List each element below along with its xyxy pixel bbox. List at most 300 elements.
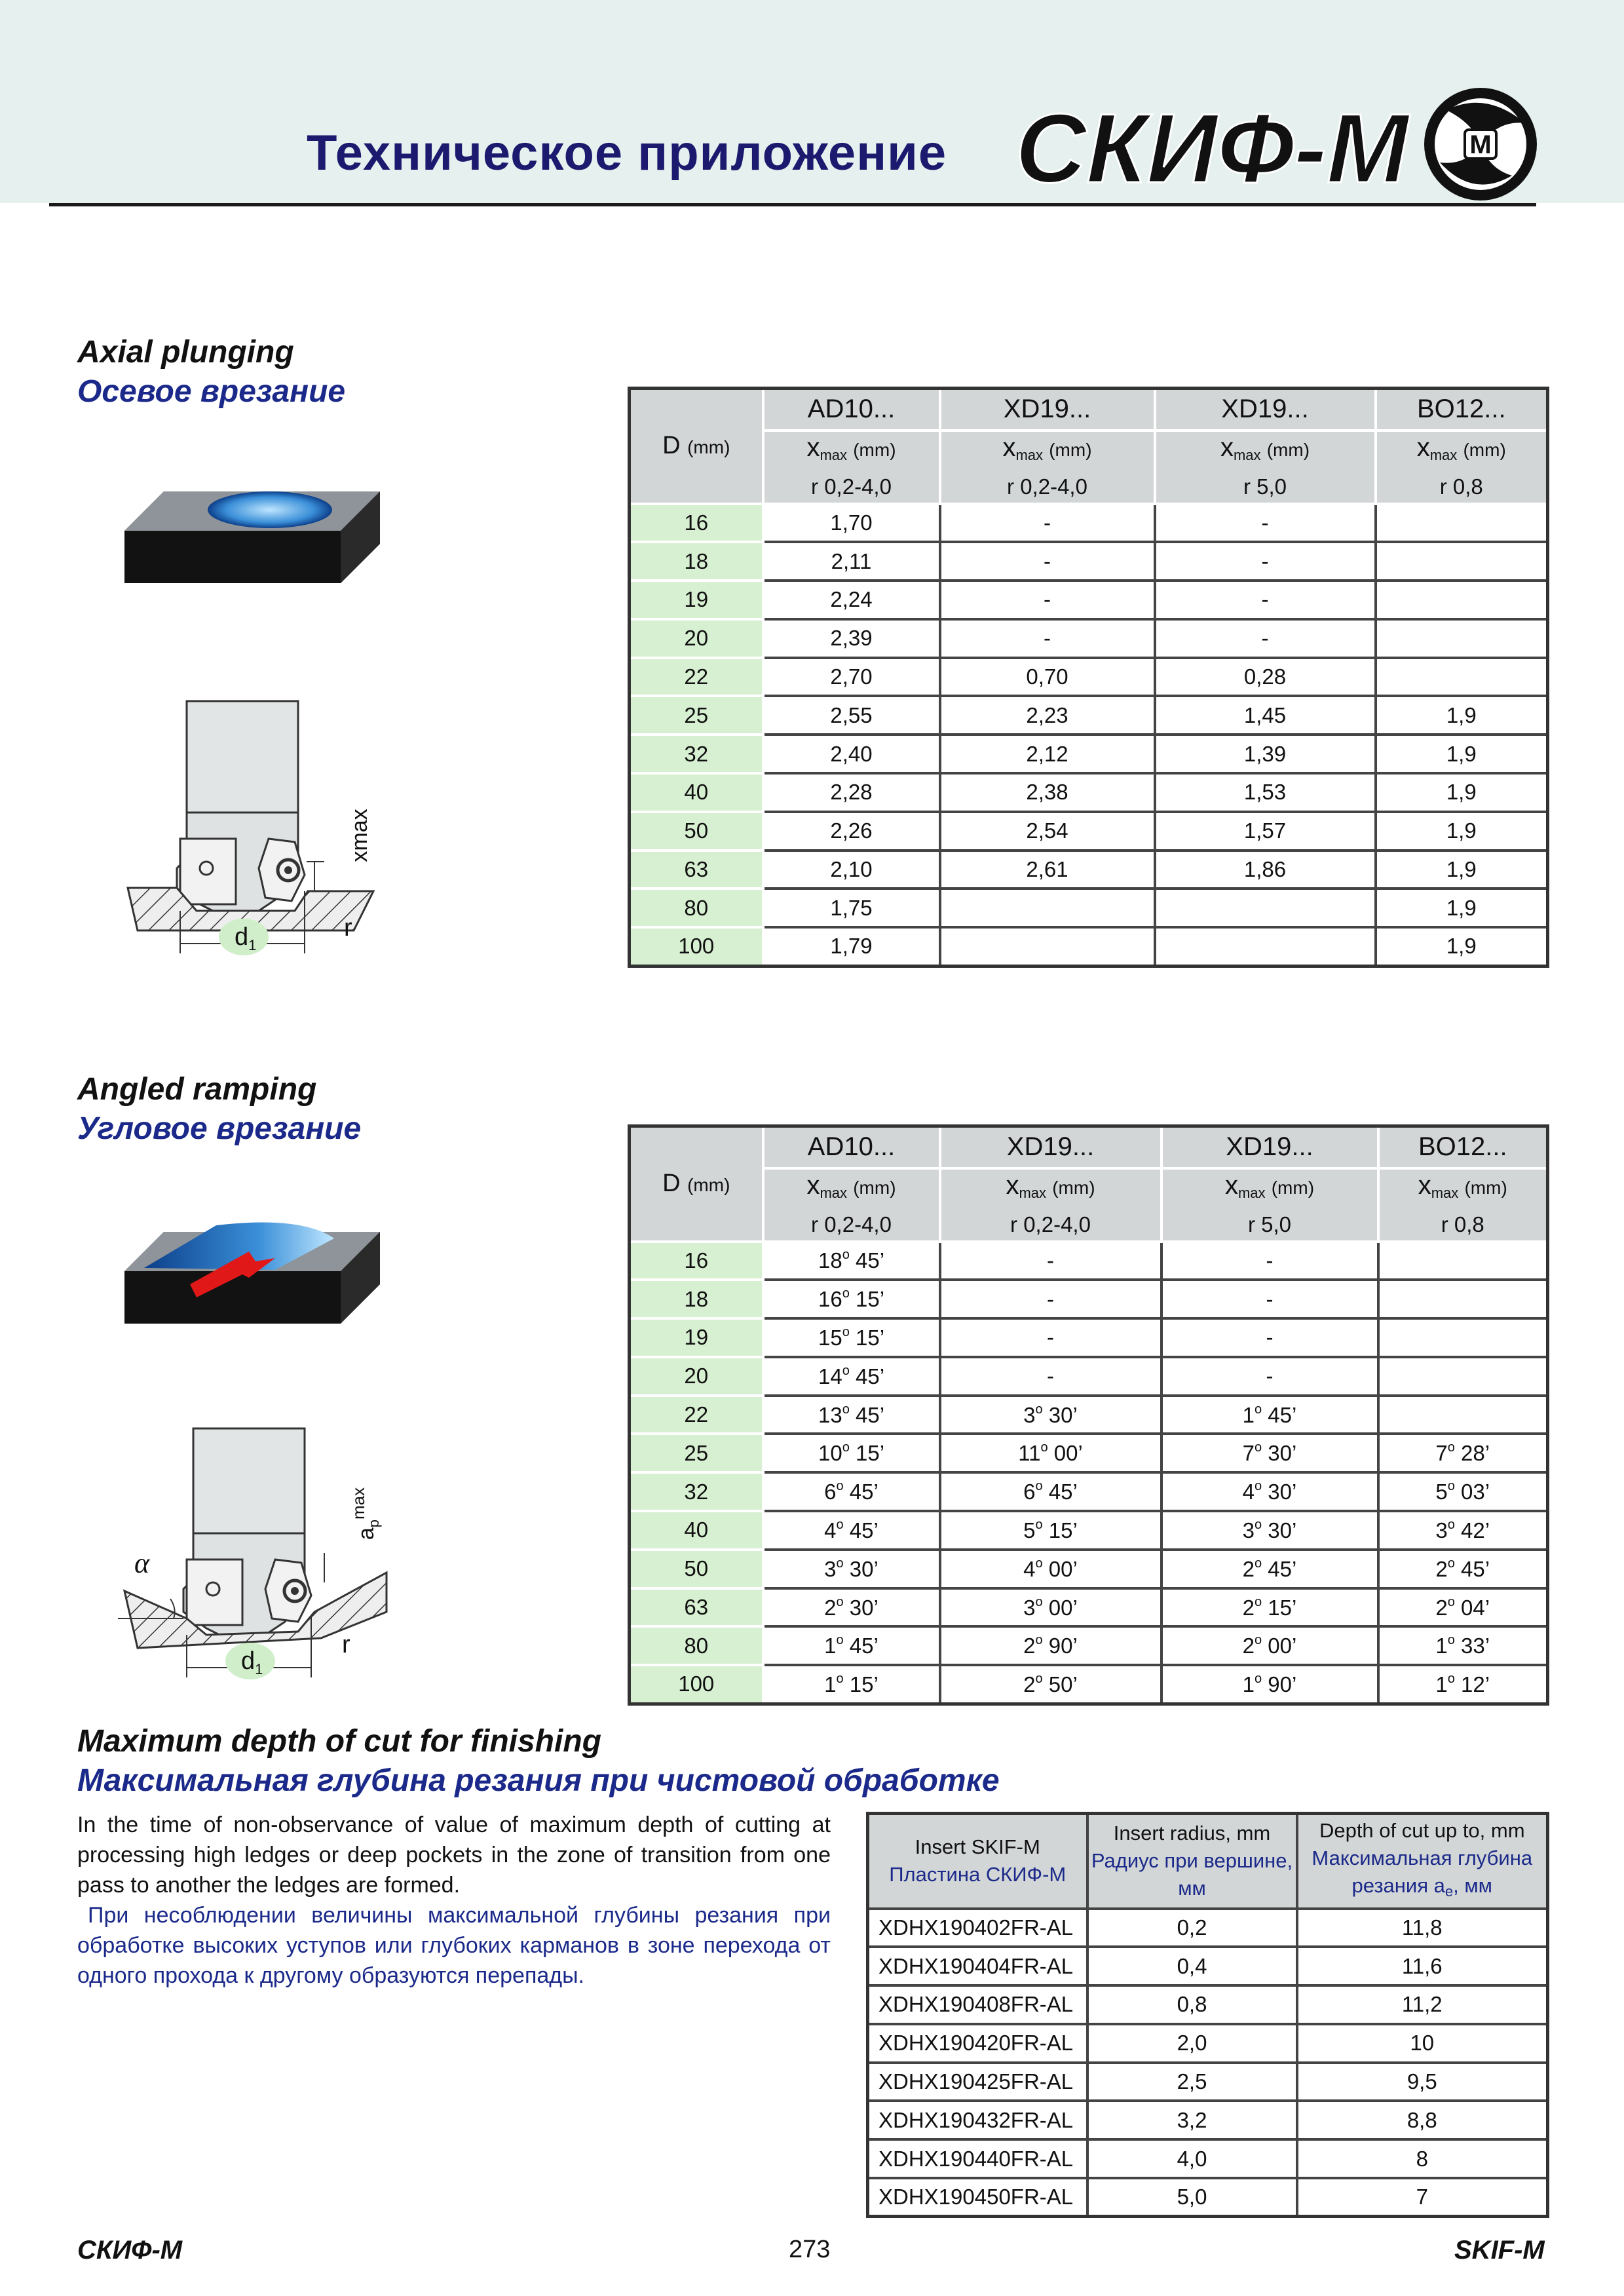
value-cell: 1,9 [1376, 851, 1548, 889]
section2-title-ru: Угловое врезание [77, 1111, 362, 1146]
angle-cell [1161, 1357, 1378, 1396]
xmax-header-2: $x_{max}$ (mm) r 5,0 [1161, 1168, 1378, 1242]
angle-cell [1378, 1434, 1548, 1472]
angle-degrees: 1 [1242, 1402, 1255, 1427]
angle-minutes: 03’ [1461, 1480, 1490, 1504]
angle-cell [1161, 1588, 1378, 1627]
value-cell: 2,55 [763, 696, 940, 735]
degree-sign: o [1255, 1440, 1262, 1455]
angle-minutes: 45’ [1268, 1556, 1297, 1581]
angle-degrees: 7 [1435, 1441, 1448, 1466]
insert-code: XDHX190420FR-AL [868, 2024, 1087, 2063]
table-row [630, 619, 1548, 658]
page-title: Техническое приложение [307, 125, 947, 181]
value-cell: - [1155, 581, 1376, 619]
table-row [630, 1588, 1548, 1627]
ap-label: a [354, 1527, 379, 1540]
table-row [868, 2178, 1548, 2217]
angle-minutes: 90’ [1268, 1672, 1297, 1696]
angle-degrees: 4 [1242, 1480, 1255, 1504]
angle-cell [763, 1665, 940, 1704]
model-header-1: XD19... [940, 1126, 1161, 1168]
d1-sub-2: 1 [255, 1661, 263, 1677]
degree-sign: o [1255, 1633, 1262, 1648]
value-cell [940, 889, 1155, 927]
ap-sub: p [366, 1519, 382, 1528]
angle-cell [1161, 1626, 1378, 1665]
angle-cell [1378, 1396, 1548, 1434]
angle-cell [1378, 1318, 1548, 1357]
angle-degrees: 6 [824, 1480, 837, 1504]
degree-sign: o [1447, 1479, 1455, 1494]
insert-radius: 5,0 [1087, 2178, 1297, 2217]
insert-radius: 2,5 [1087, 2063, 1297, 2101]
depth-of-cut: 11,6 [1297, 1947, 1548, 1985]
angle-degrees: 18 [818, 1248, 842, 1273]
value-cell: 2,40 [763, 735, 940, 773]
angle-minutes: 15’ [855, 1287, 885, 1312]
degree-sign: o [836, 1671, 844, 1686]
diameter-cell: 19 [630, 1318, 763, 1357]
degree-sign: o [842, 1248, 850, 1263]
angle-minutes: 12’ [1461, 1672, 1490, 1696]
value-cell [1376, 658, 1548, 697]
value-cell [1376, 504, 1548, 543]
value-cell: 1,79 [763, 927, 940, 966]
diameter-cell: 100 [630, 927, 763, 966]
diameter-cell: 18 [630, 1280, 763, 1318]
degree-sign: o [1035, 1633, 1043, 1648]
d1-sub: 1 [248, 937, 257, 953]
value-cell [1376, 619, 1548, 658]
angle-cell [940, 1550, 1161, 1588]
table-row [630, 851, 1548, 889]
insert-code: XDHX190440FR-AL [868, 2139, 1087, 2178]
degree-sign: o [1447, 1556, 1455, 1571]
insert-code: XDHX190404FR-AL [868, 1947, 1087, 1985]
angle-minutes: 15’ [855, 1441, 885, 1466]
diameter-cell: 63 [630, 1588, 763, 1627]
value-cell [1376, 542, 1548, 581]
tool-plunging-diagram [98, 695, 406, 970]
diameter-cell: 40 [630, 773, 763, 812]
value-cell: 2,10 [763, 851, 940, 889]
value-cell: 1,9 [1376, 927, 1548, 966]
angle-cell [1378, 1242, 1548, 1280]
angle-cell [1378, 1280, 1548, 1318]
table-row [630, 504, 1548, 543]
angle-minutes: 33’ [1461, 1634, 1490, 1658]
degree-sign: o [1035, 1671, 1043, 1686]
value-cell: 0,70 [940, 658, 1155, 697]
degree-sign: o [1447, 1440, 1455, 1455]
angle-cell [940, 1588, 1161, 1627]
value-cell: 2,28 [763, 773, 940, 812]
insert-radius: 3,2 [1087, 2101, 1297, 2139]
finishing-note-ru: При несоблюдении величины максимальной глубины резания при обработке высоких уступов или глубоких карманов в зоне перехода от одного прохода к другому образуются перепады. [77, 1903, 831, 1988]
value-cell: 1,9 [1376, 696, 1548, 735]
degree-sign: o [836, 1594, 844, 1609]
table-row [868, 1947, 1548, 1985]
diameter-cell: 50 [630, 812, 763, 851]
angle-degrees: 3 [1023, 1595, 1036, 1620]
dash: - [1047, 1325, 1054, 1350]
value-cell: 2,61 [940, 851, 1155, 889]
table-row [630, 1626, 1548, 1665]
model-header-3: BO12... [1376, 389, 1548, 430]
degree-sign: o [1035, 1479, 1043, 1494]
table-row [630, 1318, 1548, 1357]
angle-degrees: 6 [1023, 1480, 1036, 1504]
angle-cell [1161, 1396, 1378, 1434]
angle-minutes: 45’ [849, 1518, 878, 1542]
angle-cell [763, 1626, 940, 1665]
svg-text:apmax [349, 1487, 382, 1540]
insert-code: XDHX190402FR-AL [868, 1909, 1087, 1947]
degree-sign: o [836, 1517, 844, 1532]
table-row [630, 889, 1548, 927]
value-cell: 1,86 [1155, 851, 1376, 889]
angle-degrees: 13 [818, 1402, 842, 1427]
angle-degrees: 4 [1023, 1556, 1036, 1581]
angle-cell [763, 1357, 940, 1396]
angle-degrees: 1 [824, 1634, 837, 1658]
header-depth: Depth of cut up to, mm Максимальная глубина резания $a_e$, мм [1297, 1814, 1548, 1909]
angle-degrees: 2 [1242, 1634, 1255, 1658]
degree-sign: o [836, 1633, 844, 1648]
degree-sign: o [836, 1479, 844, 1494]
angle-cell [1161, 1550, 1378, 1588]
section1-title-ru: Осевое врезание [77, 374, 346, 409]
angle-cell [1161, 1318, 1378, 1357]
logo-text: СКИФ-М [1015, 93, 1411, 203]
value-cell: 2,54 [940, 812, 1155, 851]
angle-minutes: 45’ [1461, 1556, 1490, 1581]
value-cell: 2,11 [763, 542, 940, 581]
d-unit: (mm) [687, 437, 730, 458]
section1-title-en: Axial plunging [77, 335, 294, 370]
angle-cell [940, 1511, 1161, 1550]
angle-minutes: 15’ [855, 1325, 885, 1350]
dash: - [1266, 1364, 1274, 1388]
value-cell: 2,39 [763, 619, 940, 658]
header-row-xmax [630, 1168, 1548, 1242]
xmax-header-1: $x_{max}$ (mm) r 0,2-4,0 [940, 430, 1155, 504]
angle-degrees: 2 [1242, 1595, 1255, 1620]
angle-cell [1378, 1626, 1548, 1665]
angle-cell [763, 1550, 940, 1588]
angle-cell [763, 1242, 940, 1280]
xmax-header-3: $x_{max}$ (mm) r 0,8 [1376, 430, 1548, 504]
header-d [630, 1126, 763, 1242]
footer-brand-en: SKIF-M [1454, 2236, 1545, 2265]
value-cell: 1,70 [763, 504, 940, 543]
insert-radius: 0,8 [1087, 1985, 1297, 2024]
insert-code: XDHX190432FR-AL [868, 2101, 1087, 2139]
degree-sign: o [842, 1363, 850, 1378]
angle-minutes: 00’ [1053, 1441, 1083, 1466]
angle-minutes: 00’ [1268, 1634, 1297, 1658]
angle-degrees: 10 [818, 1441, 842, 1466]
footer-brand-ru: СКИФ-М [77, 2236, 183, 2265]
header-divider [49, 203, 1536, 206]
dash: - [1047, 1286, 1054, 1311]
degree-sign: o [836, 1556, 844, 1571]
degree-sign: o [842, 1402, 850, 1417]
model-header-0: AD10... [763, 389, 940, 430]
angle-cell [1378, 1588, 1548, 1627]
table-row [630, 581, 1548, 619]
degree-sign: o [1255, 1556, 1262, 1571]
angle-cell [1161, 1434, 1378, 1472]
angle-cell [1378, 1472, 1548, 1511]
table-row [868, 2139, 1548, 2178]
table-row [868, 1909, 1548, 1947]
table-row [630, 1357, 1548, 1396]
angle-degrees: 2 [1435, 1556, 1448, 1581]
angle-cell [940, 1472, 1161, 1511]
diameter-cell: 80 [630, 889, 763, 927]
value-cell: 2,38 [940, 773, 1155, 812]
depth-of-cut: 11,2 [1297, 1985, 1548, 2024]
angle-degrees: 1 [1242, 1672, 1255, 1696]
insert-code: XDHX190450FR-AL [868, 2178, 1087, 2217]
degree-sign: o [1255, 1402, 1262, 1417]
degree-sign: o [1035, 1517, 1043, 1532]
degree-sign: o [1040, 1440, 1048, 1455]
table-row [630, 1242, 1548, 1280]
angle-minutes: 30’ [1268, 1441, 1297, 1466]
diameter-cell: 50 [630, 1550, 763, 1588]
angle-cell [940, 1626, 1161, 1665]
angle-cell [763, 1280, 940, 1318]
model-header-3: BO12... [1378, 1126, 1548, 1168]
diameter-cell: 32 [630, 735, 763, 773]
value-cell: - [1155, 542, 1376, 581]
angle-minutes: 15’ [849, 1672, 878, 1696]
table-row [868, 2024, 1548, 2063]
value-cell: - [940, 542, 1155, 581]
value-cell: - [940, 619, 1155, 658]
table-row [868, 1985, 1548, 2024]
xmax-header-1: $x_{max}$ (mm) r 0,2-4,0 [940, 1168, 1161, 1242]
degree-sign: o [1447, 1671, 1455, 1686]
insert-code: XDHX190425FR-AL [868, 2063, 1087, 2101]
table-row [630, 1665, 1548, 1704]
angle-cell [1161, 1280, 1378, 1318]
insert-radius: 2,0 [1087, 2024, 1297, 2063]
degree-sign: o [1255, 1517, 1262, 1532]
angle-cell [763, 1511, 940, 1550]
header-row-models [630, 389, 1548, 430]
value-cell: 1,45 [1155, 696, 1376, 735]
d-label: D [662, 1170, 681, 1198]
angle-minutes: 04’ [1461, 1595, 1490, 1620]
angle-cell [940, 1434, 1161, 1472]
ap-max: max [349, 1487, 368, 1520]
table-row [630, 1280, 1548, 1318]
angle-minutes: 42’ [1461, 1518, 1490, 1542]
diameter-cell: 22 [630, 1396, 763, 1434]
angle-degrees: 3 [1435, 1518, 1448, 1542]
angle-cell [1161, 1511, 1378, 1550]
value-cell [940, 927, 1155, 966]
dash: - [1047, 1248, 1054, 1272]
xmax-header-0: $x_{max}$ (mm) r 0,2-4,0 [763, 1168, 940, 1242]
diameter-cell: 19 [630, 581, 763, 619]
diameter-cell: 100 [630, 1665, 763, 1704]
angle-cell [763, 1472, 940, 1511]
value-cell: - [940, 581, 1155, 619]
degree-sign: o [1035, 1402, 1043, 1417]
dash: - [1266, 1286, 1274, 1311]
degree-sign: o [1255, 1479, 1262, 1494]
table-row [630, 773, 1548, 812]
angle-cell [1378, 1357, 1548, 1396]
value-cell: 1,75 [763, 889, 940, 927]
value-cell: 1,9 [1376, 735, 1548, 773]
model-header-2: XD19... [1155, 389, 1376, 430]
value-cell: 2,24 [763, 581, 940, 619]
angle-minutes: 45’ [855, 1402, 885, 1427]
degree-sign: o [1447, 1517, 1455, 1532]
depth-of-cut: 8,8 [1297, 2101, 1548, 2139]
dash: - [1266, 1248, 1274, 1272]
depth-of-cut: 8 [1297, 2139, 1548, 2178]
angle-degrees: 3 [1023, 1402, 1036, 1427]
d1-label: d [235, 923, 249, 951]
angle-minutes: 45’ [855, 1248, 885, 1273]
angle-minutes: 30’ [849, 1556, 878, 1581]
value-cell: 2,70 [763, 658, 940, 697]
angle-degrees: 4 [824, 1518, 837, 1542]
angle-minutes: 50’ [1048, 1672, 1078, 1696]
value-cell [1155, 927, 1376, 966]
table-row [868, 2101, 1548, 2139]
value-cell: 1,9 [1376, 773, 1548, 812]
depth-of-cut: 9,5 [1297, 2063, 1548, 2101]
diameter-cell: 63 [630, 851, 763, 889]
angle-degrees: 16 [818, 1287, 842, 1312]
angle-minutes: 28’ [1461, 1441, 1490, 1466]
header-radius: Insert radius, mm Радиус при вершине, мм [1087, 1814, 1297, 1909]
insert-radius: 4,0 [1087, 2139, 1297, 2178]
degree-sign: o [842, 1286, 850, 1301]
table-row [630, 1511, 1548, 1550]
angle-cell [1378, 1665, 1548, 1704]
xmax-header-2: $x_{max}$ (mm) r 5,0 [1155, 430, 1376, 504]
model-header-1: XD19... [940, 389, 1155, 430]
alpha-label: α [134, 1547, 150, 1579]
degree-sign: o [842, 1324, 850, 1339]
angled-ramping-table [628, 1124, 1549, 1706]
degree-sign: o [1255, 1671, 1262, 1686]
value-cell: 1,57 [1155, 812, 1376, 851]
angle-minutes: 15’ [1048, 1518, 1078, 1542]
angle-minutes: 45’ [855, 1364, 885, 1388]
value-cell [1376, 581, 1548, 619]
table-row [868, 2063, 1548, 2101]
insert-radius: 0,2 [1087, 1909, 1297, 1947]
angle-degrees: 2 [1023, 1672, 1036, 1696]
xmax-header-3: $x_{max}$ (mm) r 0,8 [1378, 1168, 1548, 1242]
angle-cell [763, 1318, 940, 1357]
value-cell: 1,9 [1376, 812, 1548, 851]
diameter-cell: 16 [630, 504, 763, 543]
angle-minutes: 30’ [849, 1595, 878, 1620]
table-row [630, 812, 1548, 851]
header-row-models [630, 1126, 1548, 1168]
dash: - [1266, 1325, 1274, 1350]
angle-cell [763, 1588, 940, 1627]
angle-minutes: 00’ [1048, 1595, 1078, 1620]
diameter-cell: 20 [630, 1357, 763, 1396]
brand-logo [1014, 84, 1545, 205]
insert-plunging-illustration [118, 472, 393, 603]
diameter-cell: 16 [630, 1242, 763, 1280]
section3-title-en: Maximum depth of cut for finishing [77, 1724, 601, 1759]
angle-cell [1161, 1472, 1378, 1511]
model-header-0: AD10... [763, 1126, 940, 1168]
degree-sign: o [842, 1440, 850, 1455]
angle-minutes: 30’ [1048, 1402, 1078, 1427]
angle-degrees: 2 [1435, 1595, 1448, 1620]
angle-degrees: 1 [824, 1672, 837, 1696]
angle-cell [1161, 1665, 1378, 1704]
r-label: r [344, 914, 352, 942]
value-cell: 1,9 [1376, 889, 1548, 927]
angle-degrees: 1 [1435, 1634, 1448, 1658]
angle-cell [940, 1396, 1161, 1434]
angle-cell [1161, 1242, 1378, 1280]
angle-minutes: 00’ [1048, 1556, 1078, 1581]
max-depth-table [866, 1812, 1549, 2218]
diameter-cell: 40 [630, 1511, 763, 1550]
diameter-cell: 32 [630, 1472, 763, 1511]
degree-sign: o [1255, 1594, 1262, 1609]
angle-degrees: 3 [1242, 1518, 1255, 1542]
angle-minutes: 90’ [1048, 1634, 1078, 1658]
diameter-cell: 18 [630, 542, 763, 581]
table-row [630, 735, 1548, 773]
diameter-cell: 80 [630, 1626, 763, 1665]
angle-minutes: 30’ [1268, 1518, 1297, 1542]
value-cell: 2,26 [763, 812, 940, 851]
angle-minutes: 45’ [1048, 1480, 1078, 1504]
angle-degrees: 15 [818, 1325, 842, 1350]
value-cell: 2,12 [940, 735, 1155, 773]
angle-cell [940, 1665, 1161, 1704]
angle-degrees: 5 [1023, 1518, 1036, 1542]
angle-minutes: 15’ [1268, 1595, 1297, 1620]
angle-cell [940, 1357, 1161, 1396]
insert-code: XDHX190408FR-AL [868, 1985, 1087, 2024]
logo-badge-text: M [1469, 130, 1492, 159]
finishing-note-en: In the time of non-observance of value of maximum depth of cutting at processing high ledges or deep pockets in the zone of transition from one pass to another the ledges are formed. [77, 1812, 831, 1898]
angle-degrees: 14 [818, 1364, 842, 1388]
table-row [630, 542, 1548, 581]
angle-cell [940, 1280, 1161, 1318]
xmax-header-0: $x_{max}$ (mm) r 0,2-4,0 [763, 430, 940, 504]
header-d [630, 389, 763, 504]
dash: - [1047, 1364, 1054, 1388]
depth-of-cut: 7 [1297, 2178, 1548, 2217]
depth-of-cut: 11,8 [1297, 1909, 1548, 1947]
angle-cell [1378, 1511, 1548, 1550]
section3-title-ru: Максимальная глубина резания при чистовой обработке [77, 1763, 1000, 1798]
angle-degrees: 2 [824, 1595, 837, 1620]
angle-minutes: 45’ [849, 1480, 878, 1504]
